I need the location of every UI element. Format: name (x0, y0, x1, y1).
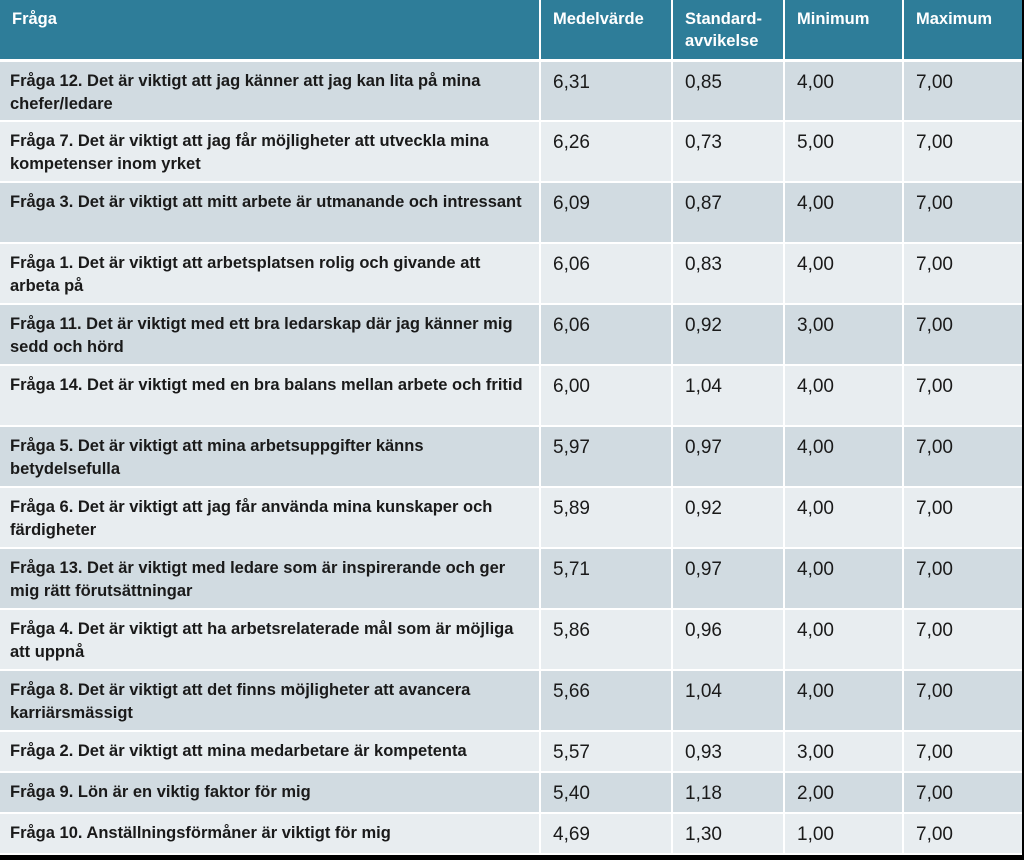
question-cell: Fråga 5. Det är viktigt att mina arbetsuppgifter känns betydelsefulla (0, 426, 540, 487)
question-cell: Fråga 10. Anställningsförmåner är viktigt för mig (0, 813, 540, 854)
maximum-cell: 7,00 (903, 609, 1022, 670)
std-dev-cell: 1,30 (672, 813, 784, 854)
header-question: Fråga (0, 0, 540, 60)
std-dev-cell: 1,18 (672, 772, 784, 813)
std-dev-cell: 0,93 (672, 731, 784, 772)
table-row (0, 731, 1022, 772)
minimum-cell: 3,00 (784, 304, 903, 365)
header-minimum: Minimum (784, 0, 903, 60)
mean-cell: 5,57 (540, 731, 672, 772)
question-cell: Fråga 2. Det är viktigt att mina medarbetare är kompetenta (0, 731, 540, 772)
std-dev-cell: 0,92 (672, 487, 784, 548)
table-row (0, 772, 1022, 813)
minimum-cell: 2,00 (784, 772, 903, 813)
question-cell: Fråga 9. Lön är en viktig faktor för mig (0, 772, 540, 813)
maximum-cell: 7,00 (903, 243, 1022, 304)
minimum-cell: 4,00 (784, 60, 903, 121)
maximum-cell: 7,00 (903, 487, 1022, 548)
question-cell: Fråga 11. Det är viktigt med ett bra ledarskap där jag känner mig sedd och hörd (0, 304, 540, 365)
table-row (0, 426, 1022, 487)
mean-cell: 5,40 (540, 772, 672, 813)
table-row (0, 365, 1022, 426)
mean-cell: 5,86 (540, 609, 672, 670)
mean-cell: 4,69 (540, 813, 672, 854)
maximum-cell: 7,00 (903, 731, 1022, 772)
table-row (0, 243, 1022, 304)
mean-cell: 6,06 (540, 304, 672, 365)
table-row (0, 304, 1022, 365)
question-cell: Fråga 7. Det är viktigt att jag får möjligheter att utveckla mina kompetenser inom yrket (0, 121, 540, 182)
question-cell: Fråga 3. Det är viktigt att mitt arbete är utmanande och intressant (0, 182, 540, 243)
question-cell: Fråga 1. Det är viktigt att arbetsplatsen rolig och givande att arbeta på (0, 243, 540, 304)
mean-cell: 5,71 (540, 548, 672, 609)
question-cell: Fråga 12. Det är viktigt att jag känner att jag kan lita på mina chefer/ledare (0, 60, 540, 121)
std-dev-cell: 1,04 (672, 670, 784, 731)
table-row (0, 121, 1022, 182)
question-cell: Fråga 6. Det är viktigt att jag får använda mina kunskaper och färdigheter (0, 487, 540, 548)
table-row (0, 182, 1022, 243)
maximum-cell: 7,00 (903, 670, 1022, 731)
table-row (0, 487, 1022, 548)
maximum-cell: 7,00 (903, 813, 1022, 854)
maximum-cell: 7,00 (903, 182, 1022, 243)
mean-cell: 5,97 (540, 426, 672, 487)
table-row (0, 813, 1022, 854)
question-cell: Fråga 13. Det är viktigt med ledare som är inspirerande och ger mig rätt förutsättningar (0, 548, 540, 609)
mean-cell: 5,66 (540, 670, 672, 731)
std-dev-cell: 0,97 (672, 548, 784, 609)
std-dev-cell: 1,04 (672, 365, 784, 426)
minimum-cell: 4,00 (784, 548, 903, 609)
mean-cell: 6,00 (540, 365, 672, 426)
minimum-cell: 4,00 (784, 243, 903, 304)
maximum-cell: 7,00 (903, 121, 1022, 182)
mean-cell: 6,26 (540, 121, 672, 182)
std-dev-cell: 0,96 (672, 609, 784, 670)
header-maximum: Maximum (903, 0, 1022, 60)
table-row (0, 609, 1022, 670)
question-cell: Fråga 8. Det är viktigt att det finns möjligheter att avancera karriärsmässigt (0, 670, 540, 731)
std-dev-cell: 0,83 (672, 243, 784, 304)
minimum-cell: 4,00 (784, 182, 903, 243)
maximum-cell: 7,00 (903, 304, 1022, 365)
maximum-cell: 7,00 (903, 426, 1022, 487)
header-row (0, 0, 1022, 60)
minimum-cell: 3,00 (784, 731, 903, 772)
header-std-dev: Standard- avvikelse (672, 0, 784, 60)
mean-cell: 6,06 (540, 243, 672, 304)
maximum-cell: 7,00 (903, 365, 1022, 426)
minimum-cell: 5,00 (784, 121, 903, 182)
question-cell: Fråga 4. Det är viktigt att ha arbetsrelaterade mål som är möjliga att uppnå (0, 609, 540, 670)
header-mean: Medelvärde (540, 0, 672, 60)
maximum-cell: 7,00 (903, 772, 1022, 813)
maximum-cell: 7,00 (903, 60, 1022, 121)
std-dev-cell: 0,92 (672, 304, 784, 365)
maximum-cell: 7,00 (903, 548, 1022, 609)
table-row (0, 548, 1022, 609)
minimum-cell: 1,00 (784, 813, 903, 854)
mean-cell: 6,09 (540, 182, 672, 243)
std-dev-cell: 0,73 (672, 121, 784, 182)
minimum-cell: 4,00 (784, 487, 903, 548)
question-cell: Fråga 14. Det är viktigt med en bra balans mellan arbete och fritid (0, 365, 540, 426)
std-dev-cell: 0,97 (672, 426, 784, 487)
minimum-cell: 4,00 (784, 670, 903, 731)
mean-cell: 5,89 (540, 487, 672, 548)
minimum-cell: 4,00 (784, 365, 903, 426)
minimum-cell: 4,00 (784, 609, 903, 670)
table-row (0, 670, 1022, 731)
table-row (0, 60, 1022, 121)
mean-cell: 6,31 (540, 60, 672, 121)
std-dev-cell: 0,87 (672, 182, 784, 243)
minimum-cell: 4,00 (784, 426, 903, 487)
std-dev-cell: 0,85 (672, 60, 784, 121)
